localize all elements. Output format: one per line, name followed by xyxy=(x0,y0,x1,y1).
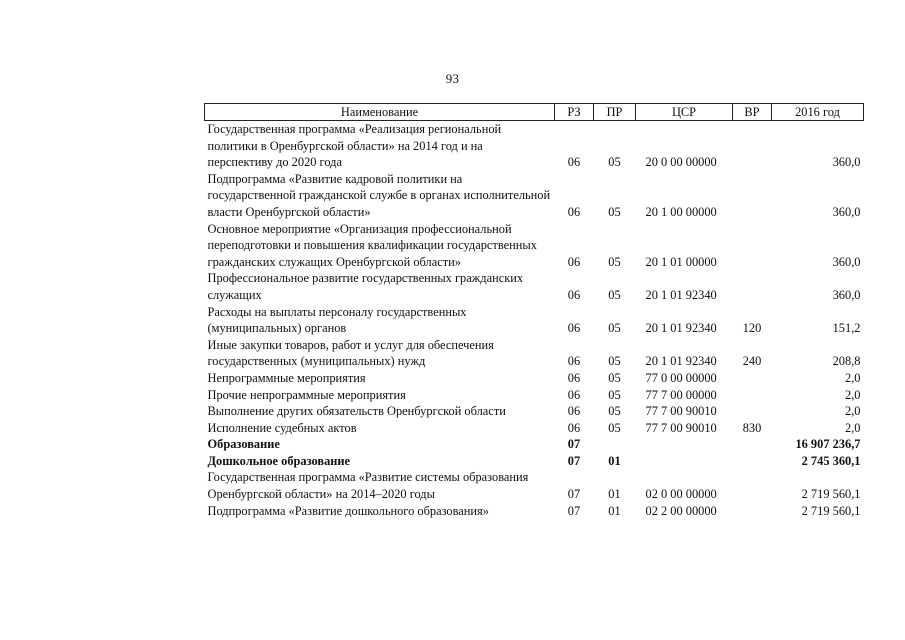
row-rz: 06 xyxy=(567,354,581,369)
row-vr xyxy=(733,171,772,221)
row-csr: 20 1 01 00000 xyxy=(645,254,717,269)
row-amount: 16 907 236,7 xyxy=(795,437,861,452)
row-name: Иные закупки товаров, работ и услуг для обеспечения государственных (муниципальных) нужд xyxy=(207,337,494,369)
row-name: Основное мероприятие «Организация профессиональной переподготовки и повышения квалификации государственных гражданских служащих Оренбургской области» xyxy=(207,221,537,269)
header-row xyxy=(205,104,864,121)
column-header-year: 2016 год xyxy=(772,104,864,121)
row-csr: 77 7 00 00000 xyxy=(645,387,717,402)
row-amount: 2,0 xyxy=(845,404,861,419)
row-amount: 2,0 xyxy=(845,387,861,402)
row-name: Прочие непрограммные мероприятия xyxy=(207,387,406,402)
column-header-rz: РЗ xyxy=(555,104,594,121)
table-row xyxy=(205,270,864,303)
row-rz: 06 xyxy=(567,370,581,385)
table-row xyxy=(205,221,864,271)
row-pr: 05 xyxy=(608,354,621,369)
row-pr: 01 xyxy=(608,503,621,518)
row-amount: 360,0 xyxy=(832,254,861,269)
row-csr: 77 0 00 00000 xyxy=(645,370,717,385)
row-vr xyxy=(733,221,772,271)
row-pr: 05 xyxy=(608,420,621,435)
table-row xyxy=(205,503,864,520)
row-amount: 2 719 560,1 xyxy=(801,487,861,502)
table-row xyxy=(205,171,864,221)
table-row xyxy=(205,387,864,404)
row-rz: 07 xyxy=(567,453,581,468)
budget-table xyxy=(204,103,864,519)
row-name: Государственная программа «Реализация региональной политики в Оренбургской области» на 2014 год и на перспективу до 2020 года xyxy=(207,122,502,170)
row-amount: 2 745 360,1 xyxy=(801,453,861,468)
row-rz: 06 xyxy=(567,155,581,170)
row-vr xyxy=(733,503,772,520)
row-name: Государственная программа «Развитие системы образования Оренбургской области» на 2014–2020 годы xyxy=(207,470,529,502)
row-csr: 20 1 00 00000 xyxy=(645,204,717,219)
row-csr xyxy=(636,436,733,453)
row-vr xyxy=(733,453,772,470)
row-amount: 2,0 xyxy=(845,370,861,385)
row-csr: 20 1 01 92340 xyxy=(645,354,717,369)
row-rz: 06 xyxy=(567,254,581,269)
row-vr xyxy=(733,370,772,387)
table-row xyxy=(205,403,864,420)
row-vr xyxy=(733,270,772,303)
row-amount: 360,0 xyxy=(832,287,861,302)
row-rz: 07 xyxy=(567,437,581,452)
row-pr: 05 xyxy=(608,204,621,219)
column-header-name: Наименование xyxy=(205,104,555,121)
row-pr: 05 xyxy=(608,254,621,269)
row-csr: 02 0 00 00000 xyxy=(645,487,717,502)
row-vr xyxy=(733,403,772,420)
row-vr xyxy=(733,121,772,171)
row-name: Дошкольное образование xyxy=(207,453,351,468)
row-csr: 20 1 01 92340 xyxy=(645,287,717,302)
row-vr xyxy=(733,469,772,502)
row-csr: 20 0 00 00000 xyxy=(645,155,717,170)
row-name: Профессиональное развитие государственных гражданских служащих xyxy=(207,271,524,302)
row-vr: 120 xyxy=(742,321,762,336)
row-csr: 02 2 00 00000 xyxy=(645,503,717,518)
row-amount: 360,0 xyxy=(832,155,861,170)
row-name: Подпрограмма «Развитие дошкольного образования» xyxy=(207,503,489,518)
table-header xyxy=(205,104,864,121)
table-row xyxy=(205,420,864,437)
table-row xyxy=(205,469,864,502)
row-pr: 01 xyxy=(608,487,621,502)
column-header-vr: ВР xyxy=(733,104,772,121)
row-vr xyxy=(733,436,772,453)
page-number: 93 xyxy=(445,71,460,86)
row-rz: 07 xyxy=(567,503,581,518)
row-pr: 05 xyxy=(608,404,621,419)
row-rz: 06 xyxy=(567,287,581,302)
table-row xyxy=(205,121,864,171)
row-amount: 151,2 xyxy=(832,321,861,336)
row-pr: 05 xyxy=(608,321,621,336)
row-amount: 2 719 560,1 xyxy=(801,503,861,518)
row-pr: 01 xyxy=(608,453,621,468)
table-row xyxy=(205,337,864,370)
row-amount: 360,0 xyxy=(832,204,861,219)
row-rz: 06 xyxy=(567,321,581,336)
row-vr xyxy=(733,387,772,404)
row-name: Исполнение судебных актов xyxy=(207,420,357,435)
row-rz: 06 xyxy=(567,404,581,419)
row-name: Подпрограмма «Развитие кадровой политики на государственной гражданской службе в органах исполнительной власти Оренбургской области» xyxy=(207,171,551,219)
row-amount: 208,8 xyxy=(832,354,861,369)
table-row xyxy=(205,436,864,453)
table-body xyxy=(205,121,864,520)
row-vr: 830 xyxy=(742,420,762,435)
row-pr: 05 xyxy=(608,387,621,402)
row-rz: 06 xyxy=(567,204,581,219)
row-csr: 77 7 00 90010 xyxy=(645,404,717,419)
column-header-csr: ЦСР xyxy=(636,104,733,121)
row-rz: 07 xyxy=(567,487,581,502)
table-row xyxy=(205,370,864,387)
row-pr xyxy=(594,436,636,453)
row-vr: 240 xyxy=(742,354,762,369)
row-pr: 05 xyxy=(608,287,621,302)
column-header-pr: ПР xyxy=(594,104,636,121)
row-amount: 2,0 xyxy=(845,420,861,435)
row-csr: 77 7 00 90010 xyxy=(645,420,717,435)
row-name: Выполнение других обязательств Оренбургской области xyxy=(207,404,506,419)
row-csr xyxy=(636,453,733,470)
row-pr: 05 xyxy=(608,155,621,170)
row-pr: 05 xyxy=(608,370,621,385)
table-row xyxy=(205,453,864,470)
row-csr: 20 1 01 92340 xyxy=(645,321,717,336)
row-name: Образование xyxy=(207,437,280,452)
row-rz: 06 xyxy=(567,420,581,435)
row-name: Непрограммные мероприятия xyxy=(207,370,366,385)
row-rz: 06 xyxy=(567,387,581,402)
table-row xyxy=(205,304,864,337)
row-name: Расходы на выплаты персоналу государственных (муниципальных) органов xyxy=(207,304,467,336)
